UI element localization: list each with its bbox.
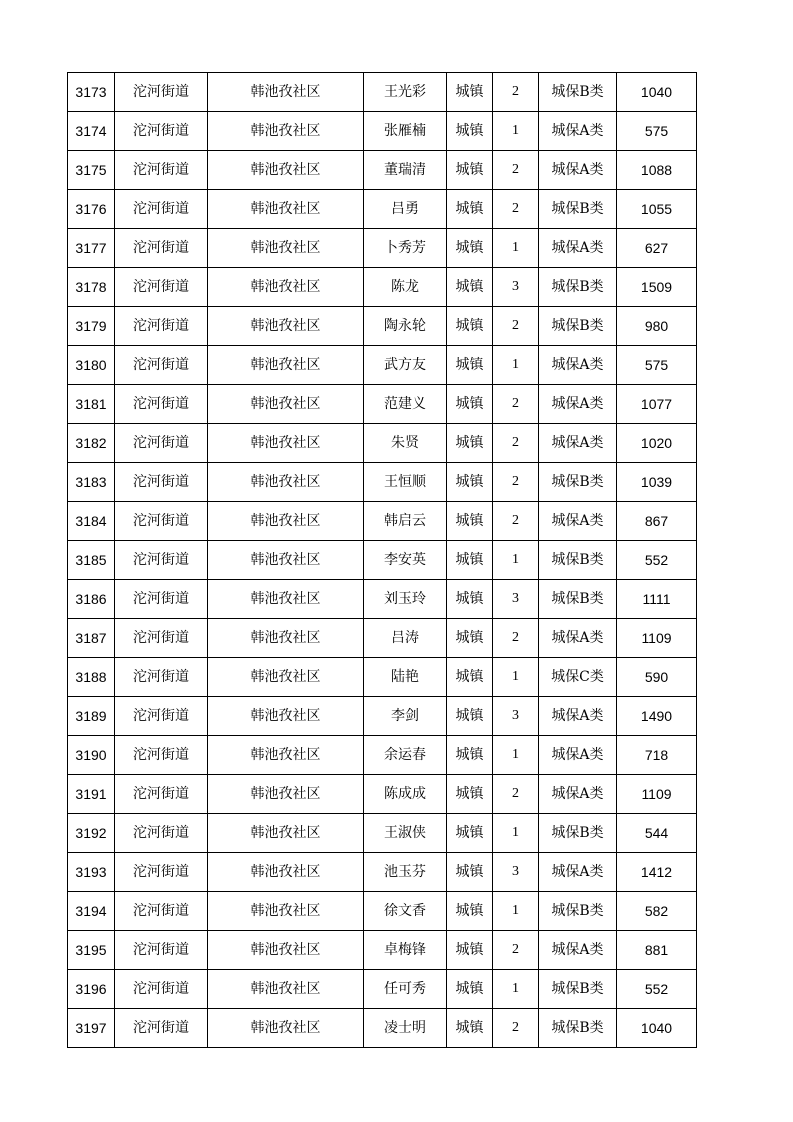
amount-cell: 867 [617, 502, 697, 541]
category-cell: 城保B类 [539, 892, 617, 931]
household-size-cell: 1 [493, 229, 539, 268]
category-cell: 城保C类 [539, 658, 617, 697]
table-row [68, 268, 697, 307]
name-cell: 吕涛 [364, 619, 447, 658]
category-cell: 城保A类 [539, 502, 617, 541]
table-row [68, 1009, 697, 1048]
street-cell: 沱河街道 [115, 775, 208, 814]
amount-cell: 627 [617, 229, 697, 268]
category-cell: 城保B类 [539, 463, 617, 502]
category-cell: 城保A类 [539, 229, 617, 268]
amount-cell: 1020 [617, 424, 697, 463]
category-cell: 城保A类 [539, 931, 617, 970]
table-row [68, 541, 697, 580]
community-cell: 韩池孜社区 [208, 190, 364, 229]
name-cell: 刘玉玲 [364, 580, 447, 619]
amount-cell: 590 [617, 658, 697, 697]
amount-cell: 552 [617, 541, 697, 580]
serial-number-cell: 3190 [68, 736, 115, 775]
relief-recipient-table [67, 72, 697, 1048]
area-type-cell: 城镇 [447, 658, 493, 697]
street-cell: 沱河街道 [115, 424, 208, 463]
name-cell: 范建义 [364, 385, 447, 424]
community-cell: 韩池孜社区 [208, 775, 364, 814]
street-cell: 沱河街道 [115, 814, 208, 853]
street-cell: 沱河街道 [115, 892, 208, 931]
table-row [68, 463, 697, 502]
table-row [68, 970, 697, 1009]
amount-cell: 881 [617, 931, 697, 970]
name-cell: 王淑侠 [364, 814, 447, 853]
serial-number-cell: 3194 [68, 892, 115, 931]
table-row [68, 112, 697, 151]
serial-number-cell: 3191 [68, 775, 115, 814]
name-cell: 任可秀 [364, 970, 447, 1009]
amount-cell: 575 [617, 346, 697, 385]
table-row [68, 346, 697, 385]
name-cell: 卓梅锋 [364, 931, 447, 970]
household-size-cell: 2 [493, 502, 539, 541]
area-type-cell: 城镇 [447, 268, 493, 307]
table-row [68, 853, 697, 892]
household-size-cell: 1 [493, 346, 539, 385]
community-cell: 韩池孜社区 [208, 112, 364, 151]
street-cell: 沱河街道 [115, 463, 208, 502]
serial-number-cell: 3184 [68, 502, 115, 541]
area-type-cell: 城镇 [447, 190, 493, 229]
category-cell: 城保B类 [539, 814, 617, 853]
community-cell: 韩池孜社区 [208, 541, 364, 580]
area-type-cell: 城镇 [447, 112, 493, 151]
amount-cell: 575 [617, 112, 697, 151]
table-row [68, 190, 697, 229]
amount-cell: 1109 [617, 619, 697, 658]
amount-cell: 1412 [617, 853, 697, 892]
community-cell: 韩池孜社区 [208, 736, 364, 775]
name-cell: 陶永轮 [364, 307, 447, 346]
amount-cell: 1040 [617, 73, 697, 112]
amount-cell: 1055 [617, 190, 697, 229]
serial-number-cell: 3189 [68, 697, 115, 736]
category-cell: 城保A类 [539, 385, 617, 424]
community-cell: 韩池孜社区 [208, 385, 364, 424]
area-type-cell: 城镇 [447, 775, 493, 814]
street-cell: 沱河街道 [115, 658, 208, 697]
name-cell: 池玉芬 [364, 853, 447, 892]
household-size-cell: 1 [493, 541, 539, 580]
area-type-cell: 城镇 [447, 619, 493, 658]
household-size-cell: 2 [493, 931, 539, 970]
category-cell: 城保B类 [539, 73, 617, 112]
area-type-cell: 城镇 [447, 970, 493, 1009]
table-row [68, 736, 697, 775]
amount-cell: 980 [617, 307, 697, 346]
serial-number-cell: 3185 [68, 541, 115, 580]
category-cell: 城保A类 [539, 424, 617, 463]
name-cell: 徐文香 [364, 892, 447, 931]
serial-number-cell: 3193 [68, 853, 115, 892]
name-cell: 董瑞清 [364, 151, 447, 190]
table-row [68, 814, 697, 853]
household-size-cell: 2 [493, 307, 539, 346]
household-size-cell: 2 [493, 190, 539, 229]
area-type-cell: 城镇 [447, 502, 493, 541]
household-size-cell: 2 [493, 151, 539, 190]
household-size-cell: 1 [493, 814, 539, 853]
serial-number-cell: 3183 [68, 463, 115, 502]
name-cell: 陆艳 [364, 658, 447, 697]
table-row [68, 151, 697, 190]
amount-cell: 1088 [617, 151, 697, 190]
category-cell: 城保A类 [539, 346, 617, 385]
area-type-cell: 城镇 [447, 229, 493, 268]
street-cell: 沱河街道 [115, 112, 208, 151]
household-size-cell: 3 [493, 580, 539, 619]
household-size-cell: 2 [493, 775, 539, 814]
community-cell: 韩池孜社区 [208, 151, 364, 190]
name-cell: 武方友 [364, 346, 447, 385]
street-cell: 沱河街道 [115, 697, 208, 736]
household-size-cell: 2 [493, 1009, 539, 1048]
serial-number-cell: 3195 [68, 931, 115, 970]
category-cell: 城保A类 [539, 736, 617, 775]
category-cell: 城保A类 [539, 619, 617, 658]
amount-cell: 1509 [617, 268, 697, 307]
serial-number-cell: 3188 [68, 658, 115, 697]
street-cell: 沱河街道 [115, 190, 208, 229]
area-type-cell: 城镇 [447, 307, 493, 346]
street-cell: 沱河街道 [115, 580, 208, 619]
street-cell: 沱河街道 [115, 268, 208, 307]
name-cell: 吕勇 [364, 190, 447, 229]
street-cell: 沱河街道 [115, 541, 208, 580]
community-cell: 韩池孜社区 [208, 970, 364, 1009]
household-size-cell: 2 [493, 385, 539, 424]
name-cell: 凌士明 [364, 1009, 447, 1048]
street-cell: 沱河街道 [115, 931, 208, 970]
community-cell: 韩池孜社区 [208, 73, 364, 112]
table-row [68, 697, 697, 736]
amount-cell: 1040 [617, 1009, 697, 1048]
area-type-cell: 城镇 [447, 580, 493, 619]
community-cell: 韩池孜社区 [208, 424, 364, 463]
serial-number-cell: 3175 [68, 151, 115, 190]
street-cell: 沱河街道 [115, 385, 208, 424]
amount-cell: 1039 [617, 463, 697, 502]
area-type-cell: 城镇 [447, 151, 493, 190]
household-size-cell: 1 [493, 112, 539, 151]
community-cell: 韩池孜社区 [208, 814, 364, 853]
serial-number-cell: 3179 [68, 307, 115, 346]
name-cell: 余运春 [364, 736, 447, 775]
serial-number-cell: 3182 [68, 424, 115, 463]
street-cell: 沱河街道 [115, 151, 208, 190]
household-size-cell: 2 [493, 463, 539, 502]
serial-number-cell: 3177 [68, 229, 115, 268]
category-cell: 城保B类 [539, 580, 617, 619]
serial-number-cell: 3173 [68, 73, 115, 112]
community-cell: 韩池孜社区 [208, 619, 364, 658]
area-type-cell: 城镇 [447, 73, 493, 112]
household-size-cell: 2 [493, 424, 539, 463]
category-cell: 城保A类 [539, 775, 617, 814]
street-cell: 沱河街道 [115, 853, 208, 892]
community-cell: 韩池孜社区 [208, 931, 364, 970]
amount-cell: 582 [617, 892, 697, 931]
street-cell: 沱河街道 [115, 1009, 208, 1048]
street-cell: 沱河街道 [115, 307, 208, 346]
community-cell: 韩池孜社区 [208, 697, 364, 736]
name-cell: 卜秀芳 [364, 229, 447, 268]
area-type-cell: 城镇 [447, 346, 493, 385]
street-cell: 沱河街道 [115, 346, 208, 385]
serial-number-cell: 3180 [68, 346, 115, 385]
category-cell: 城保B类 [539, 1009, 617, 1048]
category-cell: 城保B类 [539, 190, 617, 229]
household-size-cell: 1 [493, 736, 539, 775]
name-cell: 张雁楠 [364, 112, 447, 151]
serial-number-cell: 3176 [68, 190, 115, 229]
amount-cell: 552 [617, 970, 697, 1009]
household-size-cell: 1 [493, 892, 539, 931]
table-row [68, 931, 697, 970]
area-type-cell: 城镇 [447, 424, 493, 463]
name-cell: 王光彩 [364, 73, 447, 112]
area-type-cell: 城镇 [447, 1009, 493, 1048]
area-type-cell: 城镇 [447, 931, 493, 970]
area-type-cell: 城镇 [447, 463, 493, 502]
table-row [68, 775, 697, 814]
table-row [68, 73, 697, 112]
category-cell: 城保B类 [539, 970, 617, 1009]
area-type-cell: 城镇 [447, 385, 493, 424]
name-cell: 朱贤 [364, 424, 447, 463]
category-cell: 城保B类 [539, 307, 617, 346]
street-cell: 沱河街道 [115, 73, 208, 112]
household-size-cell: 1 [493, 970, 539, 1009]
category-cell: 城保A类 [539, 853, 617, 892]
community-cell: 韩池孜社区 [208, 502, 364, 541]
community-cell: 韩池孜社区 [208, 268, 364, 307]
table-body [68, 73, 697, 1048]
table-row [68, 658, 697, 697]
name-cell: 李剑 [364, 697, 447, 736]
amount-cell: 718 [617, 736, 697, 775]
category-cell: 城保A类 [539, 151, 617, 190]
community-cell: 韩池孜社区 [208, 229, 364, 268]
household-size-cell: 2 [493, 619, 539, 658]
community-cell: 韩池孜社区 [208, 658, 364, 697]
serial-number-cell: 3196 [68, 970, 115, 1009]
area-type-cell: 城镇 [447, 892, 493, 931]
community-cell: 韩池孜社区 [208, 892, 364, 931]
table-row [68, 229, 697, 268]
name-cell: 韩启云 [364, 502, 447, 541]
name-cell: 陈龙 [364, 268, 447, 307]
table-row [68, 892, 697, 931]
area-type-cell: 城镇 [447, 814, 493, 853]
table-row [68, 424, 697, 463]
area-type-cell: 城镇 [447, 697, 493, 736]
name-cell: 李安英 [364, 541, 447, 580]
amount-cell: 1077 [617, 385, 697, 424]
street-cell: 沱河街道 [115, 736, 208, 775]
household-size-cell: 3 [493, 697, 539, 736]
household-size-cell: 3 [493, 853, 539, 892]
serial-number-cell: 3186 [68, 580, 115, 619]
community-cell: 韩池孜社区 [208, 853, 364, 892]
serial-number-cell: 3181 [68, 385, 115, 424]
amount-cell: 1111 [617, 580, 697, 619]
street-cell: 沱河街道 [115, 502, 208, 541]
category-cell: 城保A类 [539, 112, 617, 151]
amount-cell: 1490 [617, 697, 697, 736]
category-cell: 城保A类 [539, 697, 617, 736]
household-size-cell: 2 [493, 73, 539, 112]
community-cell: 韩池孜社区 [208, 580, 364, 619]
serial-number-cell: 3197 [68, 1009, 115, 1048]
street-cell: 沱河街道 [115, 970, 208, 1009]
table-row [68, 502, 697, 541]
table-row [68, 385, 697, 424]
household-size-cell: 1 [493, 658, 539, 697]
serial-number-cell: 3187 [68, 619, 115, 658]
community-cell: 韩池孜社区 [208, 307, 364, 346]
street-cell: 沱河街道 [115, 229, 208, 268]
table-row [68, 619, 697, 658]
amount-cell: 544 [617, 814, 697, 853]
table-row [68, 580, 697, 619]
serial-number-cell: 3174 [68, 112, 115, 151]
name-cell: 王恒顺 [364, 463, 447, 502]
category-cell: 城保B类 [539, 541, 617, 580]
community-cell: 韩池孜社区 [208, 1009, 364, 1048]
community-cell: 韩池孜社区 [208, 463, 364, 502]
amount-cell: 1109 [617, 775, 697, 814]
area-type-cell: 城镇 [447, 736, 493, 775]
serial-number-cell: 3178 [68, 268, 115, 307]
community-cell: 韩池孜社区 [208, 346, 364, 385]
serial-number-cell: 3192 [68, 814, 115, 853]
area-type-cell: 城镇 [447, 541, 493, 580]
name-cell: 陈成成 [364, 775, 447, 814]
household-size-cell: 3 [493, 268, 539, 307]
category-cell: 城保B类 [539, 268, 617, 307]
table-row [68, 307, 697, 346]
street-cell: 沱河街道 [115, 619, 208, 658]
area-type-cell: 城镇 [447, 853, 493, 892]
